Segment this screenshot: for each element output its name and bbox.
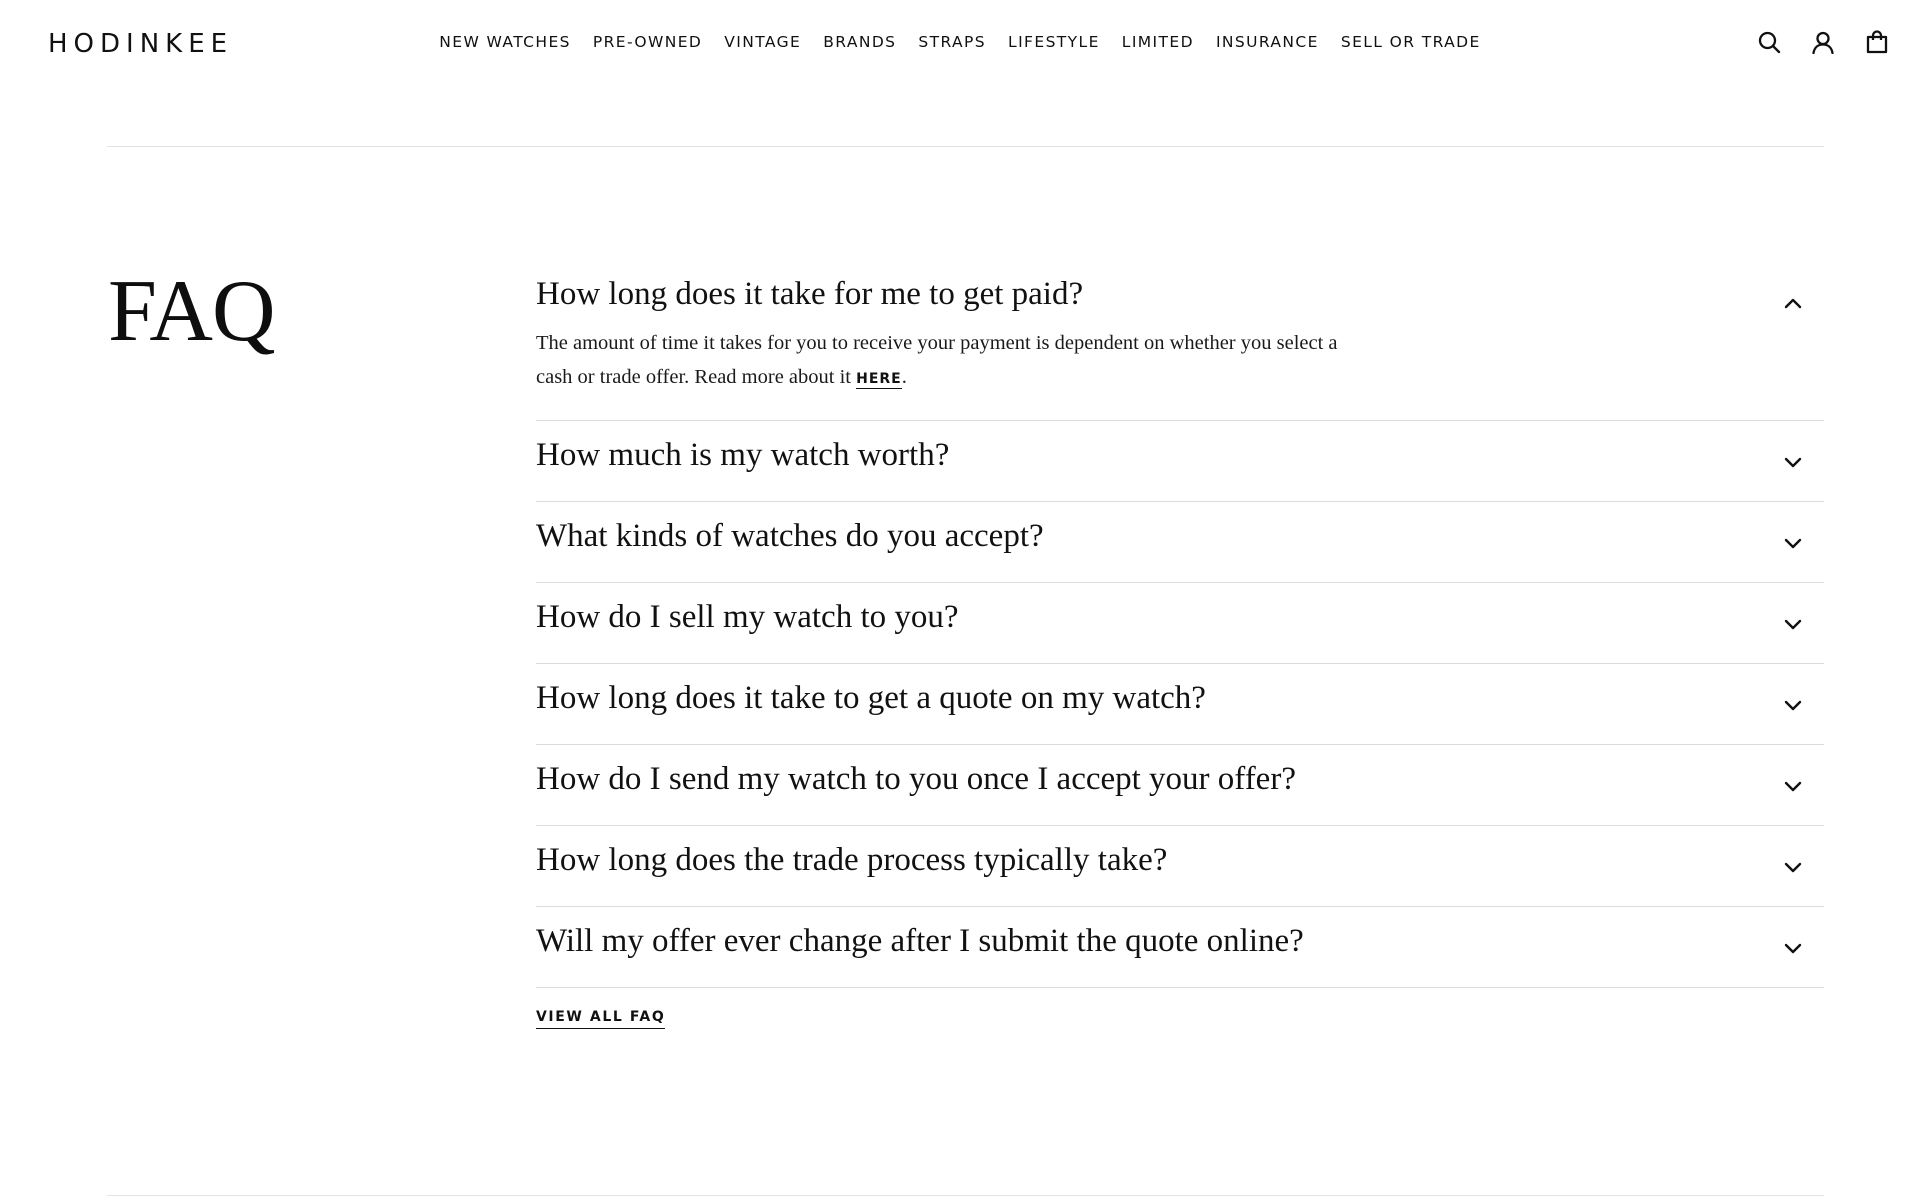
nav-brands[interactable]: BRANDS xyxy=(823,33,897,51)
faq-question: How do I send my watch to you once I accept your offer? xyxy=(536,761,1296,797)
faq-question: How long does the trade process typically take? xyxy=(536,842,1168,878)
logo[interactable]: HODINKEE xyxy=(48,29,234,59)
main-nav xyxy=(0,32,1920,52)
faq-question-toggle[interactable] xyxy=(536,907,1824,987)
chevron-down-icon xyxy=(1782,775,1804,797)
nav-sell-or-trade[interactable]: SELL OR TRADE xyxy=(1340,33,1481,51)
nav-new-watches[interactable]: NEW WATCHES xyxy=(439,33,571,51)
faq-question: How do I sell my watch to you? xyxy=(536,599,959,635)
faq-item xyxy=(536,502,1824,583)
faq-list xyxy=(536,262,1824,988)
faq-question: How much is my watch worth? xyxy=(536,437,950,473)
faq-question-toggle[interactable] xyxy=(536,664,1824,744)
answer-here-link[interactable]: HERE xyxy=(856,371,902,387)
faq-question-toggle[interactable] xyxy=(536,502,1824,582)
shopping-bag-icon[interactable] xyxy=(1864,29,1890,55)
section-divider xyxy=(107,146,1824,147)
nav-limited[interactable]: LIMITED xyxy=(1121,33,1194,51)
faq-question-toggle[interactable] xyxy=(536,826,1824,906)
faq-answer-end: . xyxy=(901,366,907,388)
nav-straps[interactable]: STRAPS xyxy=(918,33,987,51)
chevron-down-icon xyxy=(1782,613,1804,635)
faq-question: What kinds of watches do you accept? xyxy=(536,518,1044,554)
chevron-down-icon xyxy=(1782,532,1804,554)
faq-item xyxy=(536,583,1824,664)
faq-item xyxy=(536,826,1824,907)
view-all-faq-link[interactable]: VIEW ALL FAQ xyxy=(536,1008,665,1029)
faq-heading: FAQ xyxy=(108,263,275,360)
faq-question-toggle[interactable] xyxy=(536,262,1824,326)
chevron-down-icon xyxy=(1782,856,1804,878)
faq-question: How long does it take to get a quote on my watch? xyxy=(536,680,1206,716)
faq-question: How long does it take for me to get paid? xyxy=(536,276,1084,312)
faq-item xyxy=(536,745,1824,826)
nav-vintage[interactable]: VINTAGE xyxy=(724,33,802,51)
faq-item xyxy=(536,664,1824,745)
faq-item xyxy=(536,907,1824,988)
nav-lifestyle[interactable]: LIFESTYLE xyxy=(1008,33,1100,51)
chevron-up-icon xyxy=(1782,292,1804,314)
faq-item xyxy=(536,262,1824,421)
chevron-down-icon xyxy=(1782,694,1804,716)
faq-question-toggle[interactable] xyxy=(536,421,1824,501)
site-header xyxy=(0,0,1920,86)
chevron-down-icon xyxy=(1782,937,1804,959)
nav-insurance[interactable]: INSURANCE xyxy=(1215,33,1319,51)
faq-question-toggle[interactable] xyxy=(536,583,1824,663)
faq-answer xyxy=(536,326,1356,420)
faq-question: Will my offer ever change after I submit the quote online? xyxy=(536,923,1304,959)
faq-answer-text: The amount of time it takes for you to receive your payment is dependent on whether you select a cash or trade offer. Read more about it xyxy=(536,332,1338,388)
nav-pre-owned[interactable]: PRE-OWNED xyxy=(592,33,703,51)
faq-question-toggle[interactable] xyxy=(536,745,1824,825)
header-actions xyxy=(1756,29,1890,55)
search-icon[interactable] xyxy=(1756,29,1782,55)
section-divider xyxy=(107,1195,1824,1196)
account-icon[interactable] xyxy=(1810,29,1836,55)
faq-item xyxy=(536,421,1824,502)
chevron-down-icon xyxy=(1782,451,1804,473)
